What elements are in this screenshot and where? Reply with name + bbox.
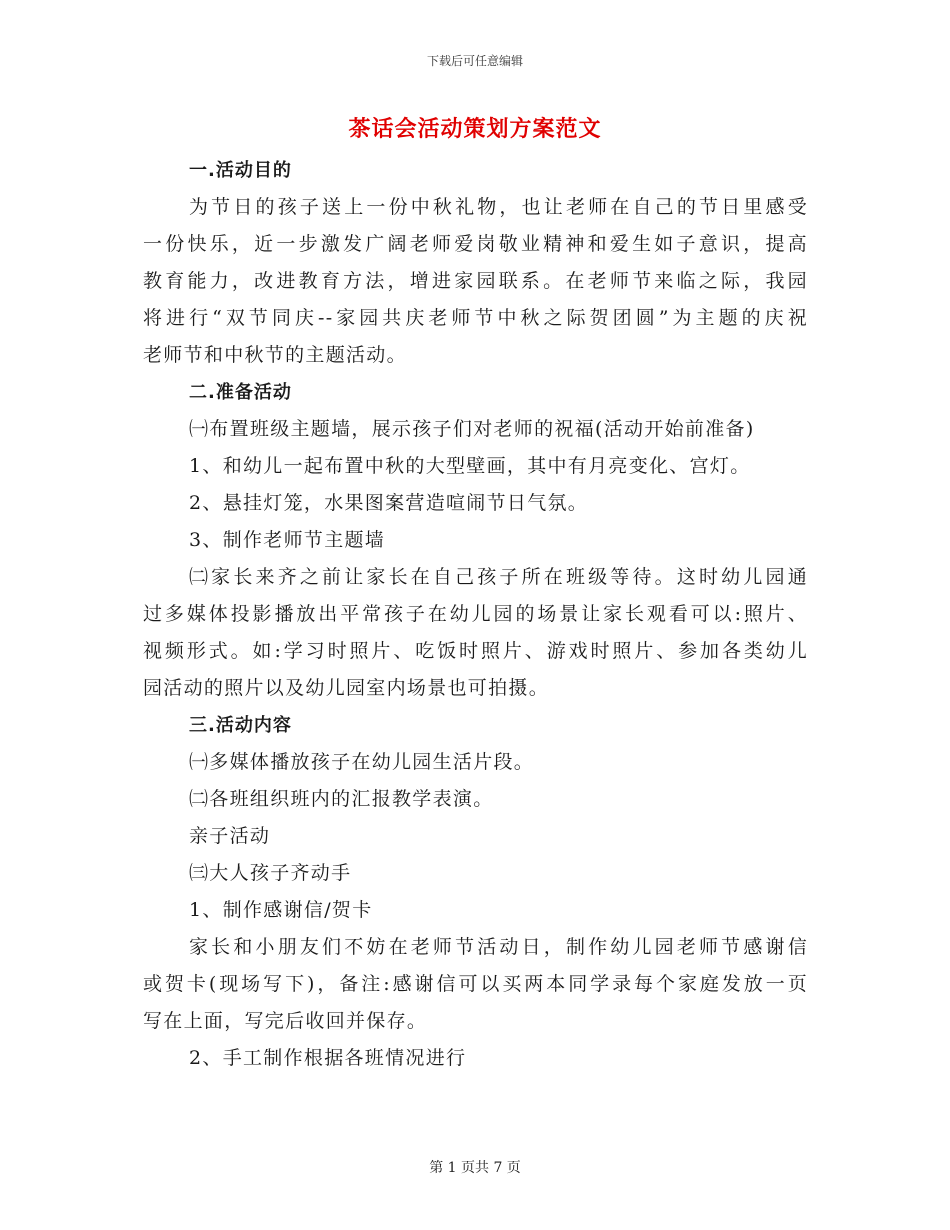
paragraph-line: 教育能力，改进教育方法，增进家园联系。在老师节来临之际，我园 [143,270,808,292]
paragraph-line: ㈢大人孩子齐动手 [189,862,352,884]
document-title: 茶话会活动策划方案范文 [348,117,602,142]
paragraph-line: 2、悬挂灯笼，水果图案营造喧闹节日气氛。 [189,492,589,514]
paragraph-line: 写在上面，写完后收回并保存。 [143,1010,428,1032]
paragraph-line: 园活动的照片以及幼儿园室内场景也可拍摄。 [143,677,550,699]
paragraph-line: ㈠多媒体播放孩子在幼儿园生活片段。 [189,751,535,773]
paragraph-line: 家长和小朋友们不妨在老师节活动日，制作幼儿园老师节感谢信 [189,936,808,958]
document-body [143,152,808,1077]
paragraph-line: 2、手工制作根据各班情况进行 [189,1047,467,1069]
paragraph-line: 视频形式。如:学习时照片、吃饭时照片、游戏时照片、参加各类幼儿 [143,640,808,662]
page-footer: 第 1 页共 7 页 [429,1160,521,1176]
paragraph-line: 为节日的孩子送上一份中秋礼物，也让老师在自己的节日里感受 [189,196,808,218]
paragraph-line: 一份快乐，近一步激发广阔老师爱岗敬业精神和爱生如子意识，提高 [143,233,808,255]
paragraph-line: ㈠布置班级主题墙，展示孩子们对老师的祝福(活动开始前准备) [189,418,755,440]
paragraph-line: 3、制作老师节主题墙 [189,529,386,551]
paragraph-line: 老师节和中秋节的主题活动。 [143,344,407,366]
paragraph-line: 过多媒体投影播放出平常孩子在幼儿园的场景让家长观看可以:照片、 [143,603,808,625]
paragraph-line: ㈡各班组织班内的汇报教学表演。 [189,788,494,810]
paragraph-line: 1、和幼儿一起布置中秋的大型壁画，其中有月亮变化、宫灯。 [189,455,751,477]
paragraph-line: 将进行“双节同庆--家园共庆老师节中秋之际贺团圆”为主题的庆祝 [143,307,808,329]
paragraph-line: 或贺卡(现场写下)，备注:感谢信可以买两本同学录每个家庭发放一页 [143,973,808,995]
paragraph-line: ㈡家长来齐之前让家长在自己孩子所在班级等待。这时幼儿园通 [189,566,808,588]
header-note: 下载后可任意编辑 [426,54,523,68]
section-heading: 三.活动内容 [189,715,292,736]
paragraph-line: 亲子活动 [189,825,271,847]
section-heading: 一.活动目的 [189,160,292,181]
section-heading: 二.准备活动 [189,382,292,403]
paragraph-line: 1、制作感谢信/贺卡 [189,899,373,921]
